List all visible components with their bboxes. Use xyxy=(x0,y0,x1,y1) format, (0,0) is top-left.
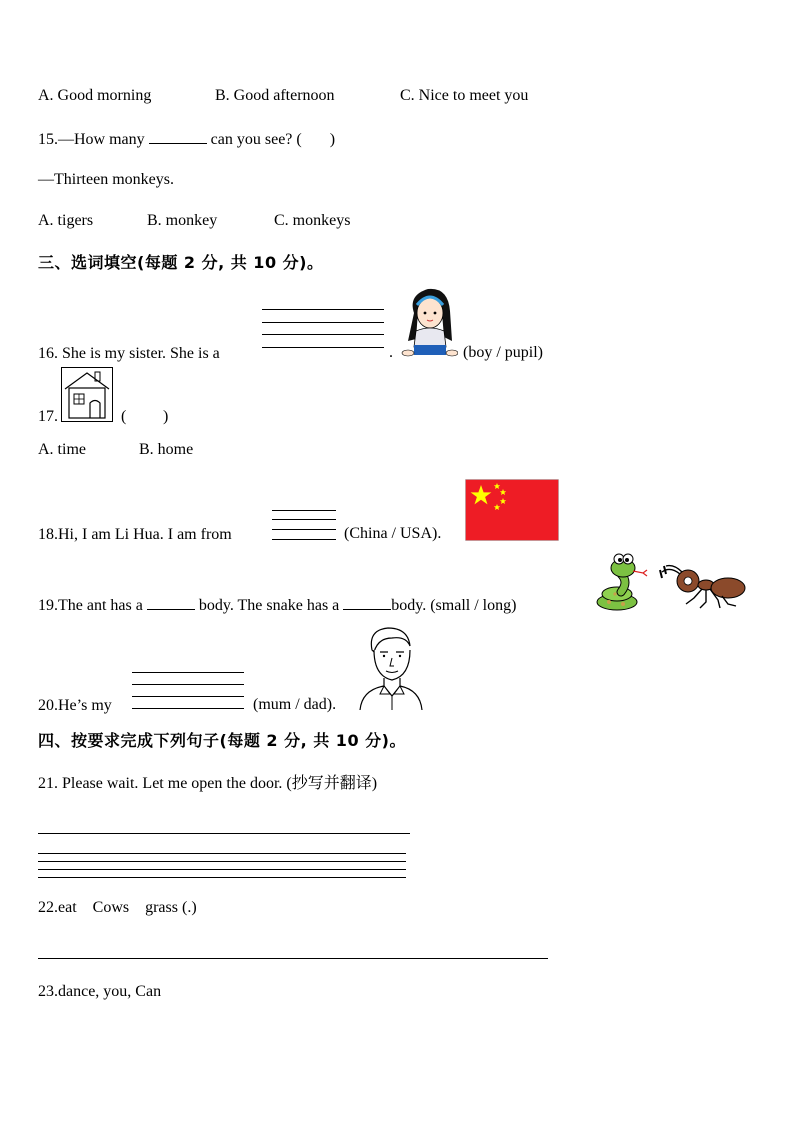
q18-text: Hi, I am Li Hua. I am from xyxy=(58,526,232,543)
q20-writing-line xyxy=(132,684,244,685)
q16-writing-line xyxy=(262,322,384,323)
q18-writing-line xyxy=(272,510,336,511)
q18-writing-line xyxy=(272,519,336,520)
q17-paren-close: ) xyxy=(163,408,169,425)
q16-writing-line xyxy=(262,347,384,348)
snake-illustration xyxy=(595,552,653,612)
q15-prompt: —How many xyxy=(58,131,145,148)
q22-text: eat Cows grass (.) xyxy=(58,899,197,916)
q19-blank-1[interactable] xyxy=(147,595,195,610)
q16-choices: (boy / pupil) xyxy=(463,344,543,361)
q19-blank-2[interactable] xyxy=(343,595,391,610)
q19-number: 19. xyxy=(38,597,58,614)
q16-question xyxy=(38,344,220,364)
q20-choices: (mum / dad). xyxy=(253,696,337,713)
house-icon xyxy=(61,367,113,422)
q19-part2: body. The snake has a xyxy=(198,597,340,614)
q15-blank[interactable] xyxy=(149,129,207,144)
q19-question xyxy=(38,595,516,616)
q15-paren-close: ) xyxy=(329,131,336,148)
q16-writing-line xyxy=(262,334,384,335)
q23-text: dance, you, Can xyxy=(58,983,162,1000)
q18-writing-line xyxy=(272,529,336,530)
q15-option-b: B. monkey xyxy=(147,212,218,229)
q21-number: 21 xyxy=(38,775,54,792)
q20-writing-line xyxy=(132,672,244,673)
q21-answer-line[interactable] xyxy=(38,833,410,834)
q21-writing-line[interactable] xyxy=(38,877,406,878)
man-illustration xyxy=(356,624,426,712)
q14-option-b: B. Good afternoon xyxy=(215,87,335,104)
girl-illustration xyxy=(400,285,458,360)
q16-text: She is my sister. She is a xyxy=(62,345,220,362)
q18-question xyxy=(38,525,232,545)
q15-prompt-rest: can you see? ( xyxy=(210,131,302,148)
q20-question xyxy=(38,696,112,716)
china-flag xyxy=(465,479,559,541)
q16-period: . xyxy=(389,344,393,361)
q16-number: 16. xyxy=(38,345,58,362)
q21-writing-line[interactable] xyxy=(38,869,406,870)
q19-part1: The ant has a xyxy=(58,597,143,614)
q15-option-c: C. monkeys xyxy=(274,212,351,229)
q22-question xyxy=(38,898,197,918)
q17-option-a: A. time xyxy=(38,441,86,458)
q15-option-a: A. tigers xyxy=(38,212,94,229)
q18-choices: (China / USA). xyxy=(344,525,442,542)
q16-writing-line xyxy=(262,309,384,310)
q15-answer: —Thirteen monkeys. xyxy=(38,171,174,188)
q23-number: 23. xyxy=(38,983,58,1000)
q18-writing-line xyxy=(272,539,336,540)
ant-illustration xyxy=(656,564,748,610)
section-3-heading: 三、选词填空(每题 2 分, 共 10 分)。 xyxy=(38,253,324,272)
q22-answer-line[interactable] xyxy=(38,958,548,959)
q20-writing-line xyxy=(132,696,244,697)
q17-paren-open: ( xyxy=(121,408,127,425)
q15-question xyxy=(38,129,335,150)
q19-part3: body. (small / long) xyxy=(391,597,517,614)
q14-option-a: A. Good morning xyxy=(38,87,152,104)
q21-text: . Please wait. Let me open the door. (抄写并翻译) xyxy=(54,775,378,792)
q22-number: 22. xyxy=(38,899,58,916)
q20-writing-line xyxy=(132,708,244,709)
q23-question xyxy=(38,982,161,1002)
q17-number: 17. xyxy=(38,408,58,425)
q21-writing-line[interactable] xyxy=(38,861,406,862)
section-4-heading: 四、按要求完成下列句子(每题 2 分, 共 10 分)。 xyxy=(38,731,406,750)
q20-number: 20. xyxy=(38,697,58,714)
q17-option-b: B. home xyxy=(139,441,194,458)
q21-question xyxy=(38,774,377,794)
q14-option-c: C. Nice to meet you xyxy=(400,87,529,104)
q21-writing-line[interactable] xyxy=(38,853,406,854)
q15-number: 15. xyxy=(38,131,58,148)
q20-text: He’s my xyxy=(58,697,112,714)
q18-number: 18. xyxy=(38,526,58,543)
